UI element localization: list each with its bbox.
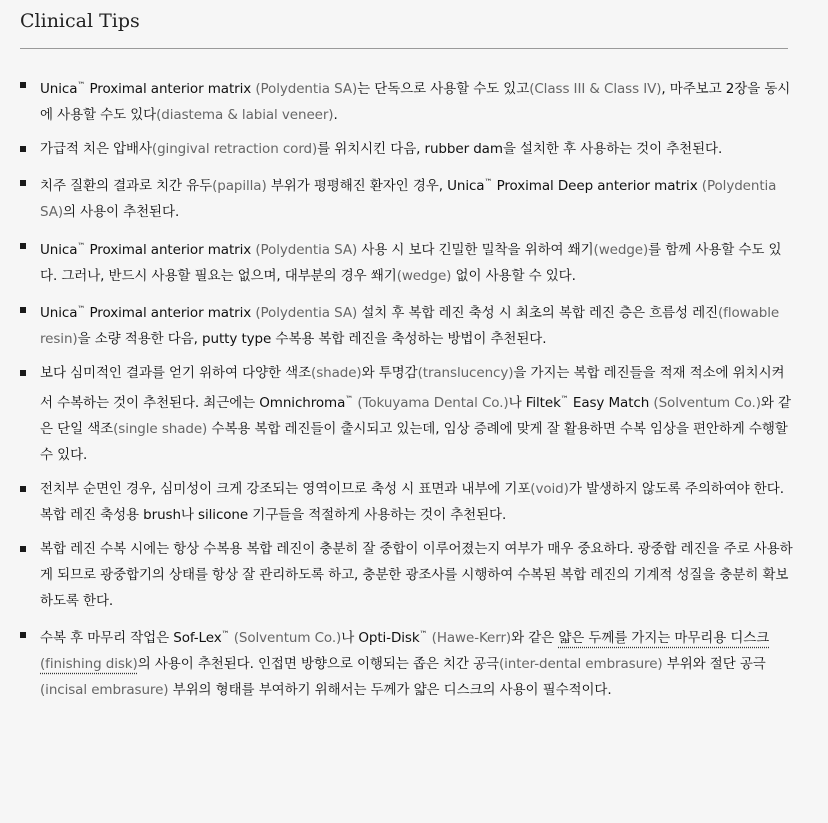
trademark-mark: ™ — [221, 629, 230, 639]
trademark-mark: ™ — [77, 304, 86, 314]
parenthetical-term: (incisal embrasure) — [40, 682, 169, 698]
tip-segment: 와 같은 단일 색조 — [40, 394, 791, 437]
trademark-mark: ™ — [419, 629, 428, 639]
tip-segment: Unica — [40, 80, 78, 97]
tip-segment: 와 같은 — [511, 630, 559, 646]
tip-segment: 는 단독으로 사용할 수도 있고 — [357, 80, 530, 97]
tip-segment: Proximal anterior matrix — [85, 241, 256, 258]
tip-segment: 보다 심미적인 결과를 얻기 위하여 다양한 색조 — [40, 365, 312, 381]
title-divider — [20, 48, 788, 49]
tip-segment: 부위와 절단 공극 — [662, 656, 766, 672]
tip-text — [20, 136, 796, 162]
tip-segment: 를 위치시킨 다음, rubber dam을 설치한 후 사용하는 것이 추천된다. — [317, 140, 723, 157]
tip-segment: 얇은 두께를 가지는 마무리용 디스크 — [558, 630, 770, 646]
parenthetical-term: (shade) — [311, 365, 362, 381]
square-bullet-icon — [20, 307, 26, 313]
trademark-mark: ™ — [560, 394, 569, 403]
tip-segment: 수복 후 마무리 작업은 Sof-Lex — [40, 630, 222, 646]
tip-segment: Unica — [40, 241, 78, 258]
tip-segment: 와 투명감 — [361, 365, 418, 381]
tip-segment: . — [333, 106, 338, 123]
tip-segment: 사용 시 보다 긴밀한 밀착을 위하여 쐐기 — [357, 241, 594, 258]
parenthetical-term: (Polydentia SA) — [40, 178, 777, 220]
tip-segment: Unica — [40, 305, 78, 321]
parenthetical-term: (Polydentia SA) — [255, 305, 358, 321]
parenthetical-term: (Polydentia SA) — [255, 80, 358, 97]
tip-text — [40, 81, 790, 123]
tip-segment: 복합 레진 수복 시에는 항상 수복용 복합 레진이 충분히 잘 중합이 이루어졌는지 여부가 매우 중요하다. 광중합 레진을 주로 사용하게 되므로 광중합기의 상태를 항상 잘 관리하도록 하고, 충분한 광조사를 시행하여 수복된 복합 레진의 기계적 성질을 충분히 확보하도록 한다. — [40, 540, 793, 609]
square-bullet-icon — [20, 243, 26, 249]
parenthetical-term: (gingival retraction cord) — [151, 140, 318, 157]
tip-segment: Proximal anterior matrix — [85, 305, 256, 321]
parenthetical-term: (Hawe-Kerr) — [431, 630, 512, 646]
square-bullet-icon — [20, 486, 26, 492]
parenthetical-term: (inter-dental embrasure) — [498, 656, 663, 672]
tip-item — [20, 233, 796, 289]
tip-segment: 없이 사용할 수 있다. — [451, 267, 576, 284]
square-bullet-icon — [20, 370, 26, 376]
parenthetical-term: (Solventum Co.) — [233, 630, 342, 646]
tip-segment: 를 함께 사용할 수도 있다. 그러나, 반드시 사용할 필요는 없으며, 대부분의 경우 쐐기 — [40, 241, 782, 284]
square-bullet-icon — [20, 546, 26, 552]
tip-segment: 나 Filtek — [508, 394, 561, 411]
tip-item — [20, 622, 796, 704]
trademark-mark: ™ — [345, 394, 354, 403]
tip-item — [20, 72, 796, 128]
tip-item — [20, 476, 796, 528]
tip-segment: 부위가 평평해진 환자인 경우, Unica — [266, 178, 485, 194]
square-bullet-icon — [20, 146, 26, 152]
tip-text — [40, 481, 784, 523]
tip-segment: 치주 질환의 결과로 치간 유두 — [40, 178, 213, 194]
clinical-tips-list — [20, 72, 796, 711]
parenthetical-term: (papilla) — [212, 178, 267, 194]
square-bullet-icon — [20, 180, 26, 186]
parenthetical-term: (Polydentia SA) — [255, 241, 358, 258]
parenthetical-term: (flowable resin) — [40, 305, 780, 347]
trademark-mark: ™ — [484, 177, 493, 187]
tip-segment: 가급적 치은 압배사 — [40, 140, 152, 157]
tip-item — [20, 170, 796, 226]
tip-segment: 전치부 순면인 경우, 심미성이 크게 강조되는 영역이므로 축성 시 표면과 내부에 기포 — [40, 480, 531, 497]
tip-segment: Proximal Deep anterior matrix — [492, 178, 702, 194]
parenthetical-term: (void) — [530, 480, 569, 497]
tip-segment: 의 사용이 추천된다. 인접면 방향으로 이행되는 좁은 치간 공극 — [137, 656, 499, 672]
parenthetical-term: (finishing disk) — [40, 656, 138, 672]
tip-segment: 수복용 복합 레진들이 출시되고 있는데, 임상 증례에 맞게 잘 활용하면 수복 임상을 편안하게 수행할 수 있다. — [40, 420, 788, 463]
tip-segment: 의 사용이 추천된다. — [63, 204, 180, 220]
tip-segment: Proximal anterior matrix — [85, 80, 256, 97]
tip-segment: 을 가지는 복합 레진들을 적재 적소에 위치시켜서 수복하는 것이 추천된다. 최근에는 Omnichroma — [40, 365, 785, 411]
tip-text — [40, 305, 779, 347]
section-title: Clinical Tips — [20, 10, 140, 32]
tip-segment: 을 소량 적용한 다음, putty type 수복용 복합 레진을 축성하는 방법이 추천된다. — [77, 331, 547, 347]
tip-segment: 설치 후 복합 레진 축성 시 최초의 복합 레진 층은 흐름성 레진 — [357, 305, 719, 321]
parenthetical-term: (Tokuyama Dental Co.) — [357, 394, 509, 411]
trademark-mark: ™ — [77, 80, 86, 89]
tip-segment: Easy Match — [568, 394, 654, 411]
parenthetical-term: (Class III & Class IV) — [529, 80, 662, 97]
trademark-mark: ™ — [77, 241, 86, 250]
tip-text — [40, 541, 793, 609]
square-bullet-icon — [20, 82, 26, 88]
parenthetical-term: (wedge) — [593, 241, 649, 258]
tip-item — [20, 297, 796, 353]
parenthetical-term: (Solventum Co.) — [653, 394, 761, 411]
tip-item — [20, 360, 796, 468]
tip-text — [40, 178, 776, 220]
tip-segment: 가 발생하지 않도록 주의하여야 한다. 복합 레진 축성용 brush나 silicone 기구들을 적절하게 사용하는 것이 추천된다. — [40, 480, 784, 523]
parenthetical-term: (diastema & labial veneer) — [156, 106, 334, 123]
tip-segment: 나 Opti-Disk — [341, 630, 420, 646]
parenthetical-term: (wedge) — [396, 267, 452, 284]
tip-segment: , 마주보고 2장을 동시에 사용할 수도 있다 — [40, 80, 791, 123]
tip-text — [40, 242, 781, 284]
tip-text — [40, 630, 769, 698]
tip-item — [20, 136, 796, 162]
tip-segment: 부위의 형태를 부여하기 위해서는 두께가 얇은 디스크의 사용이 필수적이다. — [168, 682, 612, 698]
parenthetical-term: (single shade) — [113, 420, 208, 437]
tip-item — [20, 536, 796, 614]
square-bullet-icon — [20, 632, 26, 638]
tip-text — [40, 365, 791, 463]
parenthetical-term: (translucency) — [417, 365, 514, 381]
